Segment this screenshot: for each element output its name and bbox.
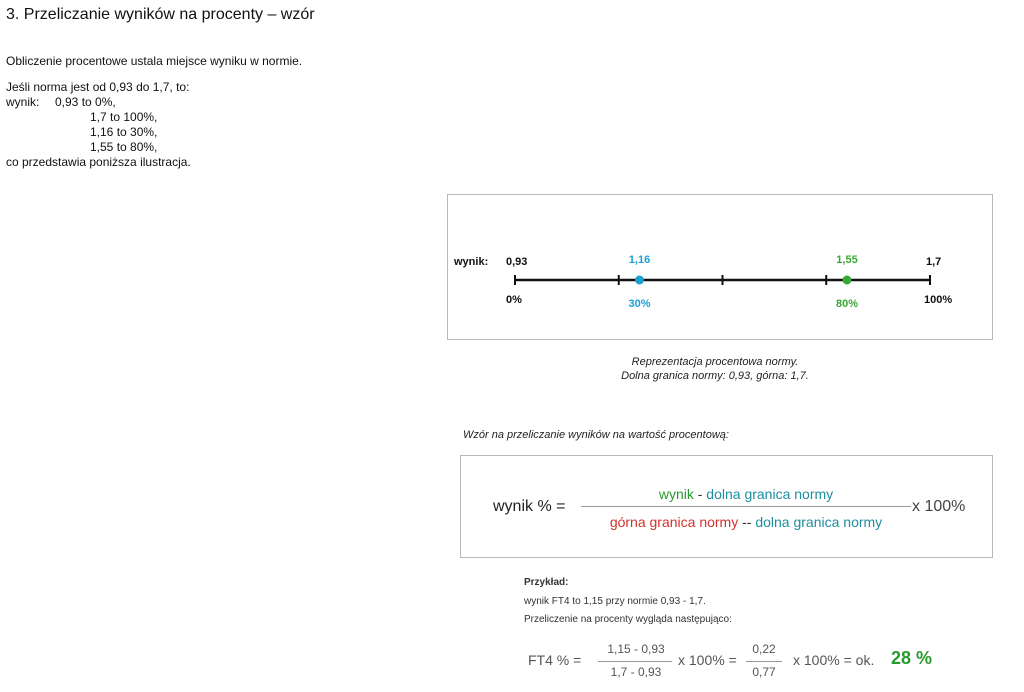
formula-num-operator: - (693, 486, 707, 502)
scale-figure (447, 194, 993, 340)
formula-num-result: wynik (658, 486, 694, 502)
calc-middle: x 100% = (678, 652, 737, 668)
figure-caption: Reprezentacja procentowa normy. (631, 356, 799, 368)
calc-numerator-1: 1,15 - 0,93 (607, 642, 665, 656)
scale-point-marker (635, 276, 644, 285)
calc-rhs: x 100% = ok. (793, 652, 875, 668)
scale-min-value: 0,93 (506, 256, 528, 268)
intro-text: Obliczenie procentowe ustala miejsce wyniku w normie. (6, 54, 303, 68)
rules-prefix: wynik: (6, 95, 40, 109)
calc-denominator-2: 0,77 (752, 665, 776, 679)
calc-result: 28 % (891, 648, 933, 668)
calc-fraction-bar-1 (598, 661, 672, 662)
scale-illustration (448, 195, 992, 339)
formula-intro: Wzór na przeliczanie wyników na wartość procentową: (463, 429, 729, 441)
scale-point-value: 1,16 (628, 254, 651, 266)
formula-den-operator: -- (738, 514, 756, 530)
rules-closing: co przedstawia poniższa ilustracja. (6, 155, 191, 169)
scale-point-percent: 80% (835, 298, 859, 310)
formula-multiplier: x 100% (912, 498, 966, 515)
page-title: 3. Przeliczanie wyników na procenty – wzór (6, 6, 315, 23)
example-text: wynik FT4 to 1,15 przy normie 0,93 - 1,7. (524, 596, 706, 607)
example-title: Przykład: (524, 577, 569, 588)
rules-block (6, 80, 191, 170)
calc-fraction-bar-2 (746, 661, 782, 662)
scale-min-percent: 0% (506, 294, 522, 306)
rules-line: Jeśli norma jest od 0,93 do 1,7, to: (6, 80, 190, 94)
calc-lhs: FT4 % = (528, 652, 582, 668)
scale-point-percent: 30% (628, 298, 651, 310)
formula-den-upper: górna granica normy (609, 514, 739, 530)
rules-item: 0,93 to 0%, (55, 95, 116, 109)
formula-num-lower: dolna granica normy (706, 486, 834, 502)
example-text-2: Przeliczenie na procenty wygląda następująco: (524, 614, 732, 625)
scale-max-value: 1,7 (926, 256, 942, 268)
calc-numerator-2: 0,22 (752, 642, 776, 656)
formula-fraction-bar (581, 506, 911, 507)
scale-point-value: 1,55 (836, 254, 858, 266)
scale-point-marker (843, 276, 852, 285)
figure-caption-detail: Dolna granica normy: 0,93, górna: 1,7. (621, 370, 809, 382)
formula-lhs: wynik % = (493, 498, 566, 515)
formula-box (460, 455, 993, 558)
rules-item: 1,7 to 100%, (90, 110, 158, 124)
rules-item: 1,55 to 80%, (90, 140, 158, 154)
scale-max-percent: 100% (924, 294, 953, 306)
formula-numerator (581, 486, 911, 502)
formula-denominator (581, 514, 911, 530)
formula-den-lower: dolna granica normy (755, 514, 883, 530)
rules-item: 1,16 to 30%, (90, 125, 158, 139)
scale-label: wynik: (454, 256, 489, 268)
calc-denominator-1: 1,7 - 0,93 (610, 665, 662, 679)
